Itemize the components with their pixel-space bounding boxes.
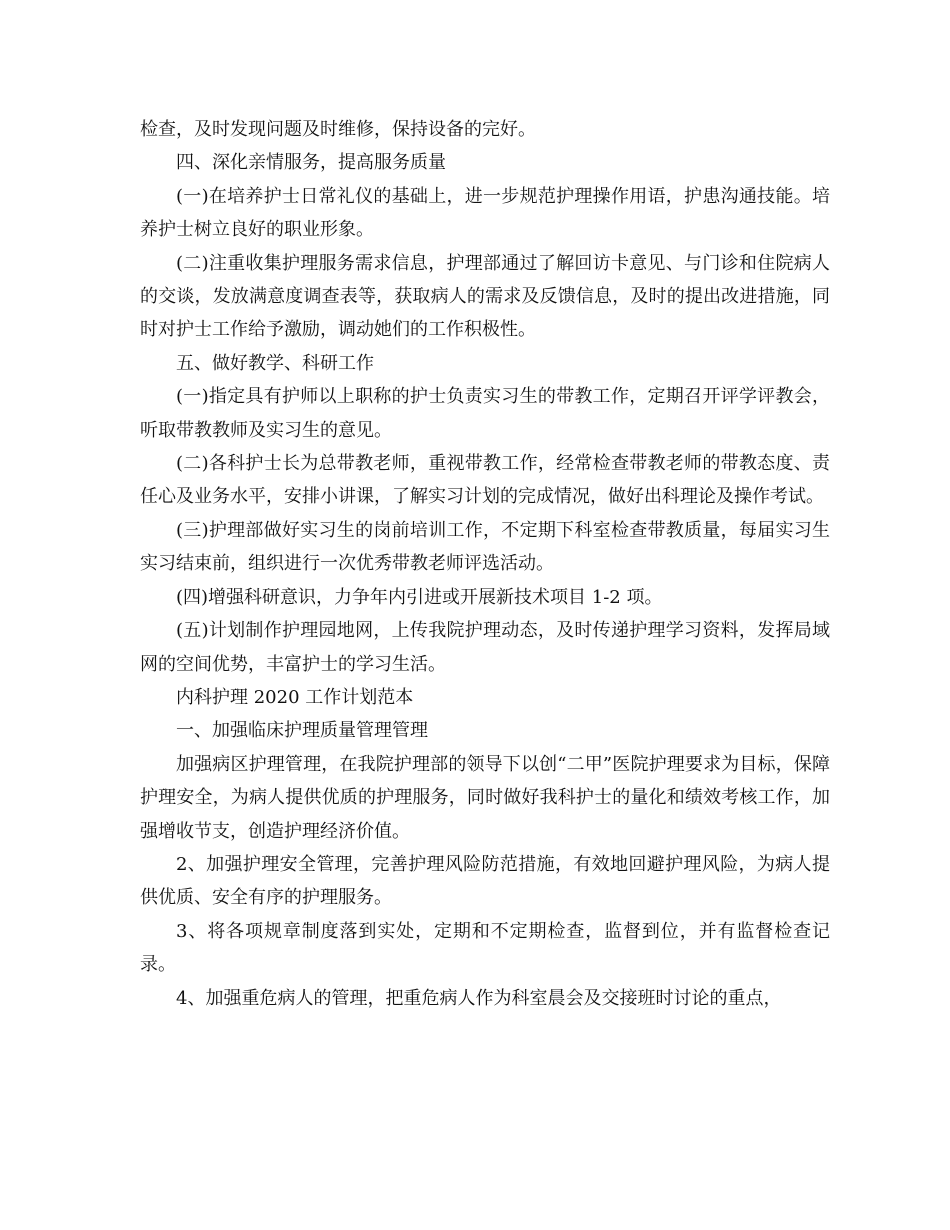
paragraph-5-3: (三)护理部做好实习生的岗前培训工作，不定期下科室检查带教质量，每届实习生实习结束前，组织进行一次优秀带教老师评选活动。	[140, 519, 830, 575]
paragraph-1-3: 3、将各项规章制度落到实处，定期和不定期检查，监督到位，并有监督检查记录。	[140, 920, 830, 976]
paragraph-5-5: (五)计划制作护理园地网，上传我院护理动态，及时传递护理学习资料，发挥局域网的空间优势，丰富护士的学习生活。	[140, 620, 830, 675]
paragraph-4-2: (二)注重收集护理服务需求信息，护理部通过了解回访卡意见、与门诊和住院病人的交谈，发放满意度调查表等，获取病人的需求及反馈信息，及时的提出改进措施，同时对护士工作给予激励，调动她们的工作积极性。	[140, 252, 830, 341]
document-subtitle: 内科护理 2020 工作计划范本	[176, 686, 414, 708]
paragraph-5-2: (二)各科护士长为总带教老师，重视带教工作，经常检查带教老师的带教态度、责任心及业务水平，安排小讲课，了解实习计划的完成情况，做好出科理论及操作考试。	[140, 453, 830, 508]
paragraph-1-4: 4、加强重危病人的管理，把重危病人作为科室晨会及交接班时讨论的重点，	[176, 987, 782, 1009]
paragraph-4-1: (一)在培养护士日常礼仪的基础上，进一步规范护理操作用语，护患沟通技能。培养护士树立良好的职业形象。	[140, 185, 830, 241]
section-heading-5: 五、做好教学、科研工作	[176, 352, 374, 374]
section-heading-4: 四、深化亲情服务，提高服务质量	[176, 152, 446, 174]
document-body	[140, 113, 830, 1015]
paragraph-5-4: (四)增强科研意识，力争年内引进或开展新技术项目 1-2 项。	[176, 586, 663, 608]
paragraph-1-1: 加强病区护理管理，在我院护理部的领导下以创“二甲”医院护理要求为目标，保障护理安全，为病人提供优质的护理服务，同时做好我科护士的量化和绩效考核工作，加强增收节支，创造护理经济价值。	[140, 753, 830, 842]
paragraph-continuation: 检查，及时发现问题及时维修，保持设备的完好。	[140, 119, 536, 140]
section-heading-1: 一、加强临床护理质量管理管理	[176, 720, 428, 742]
paragraph-5-1: (一)指定具有护师以上职称的护士负责实习生的带教工作，定期召开评学评教会，听取带教教师及实习生的意见。	[140, 386, 830, 441]
paragraph-1-2: 2、加强护理安全管理，完善护理风险防范措施，有效地回避护理风险，为病人提供优质、安全有序的护理服务。	[140, 853, 830, 909]
